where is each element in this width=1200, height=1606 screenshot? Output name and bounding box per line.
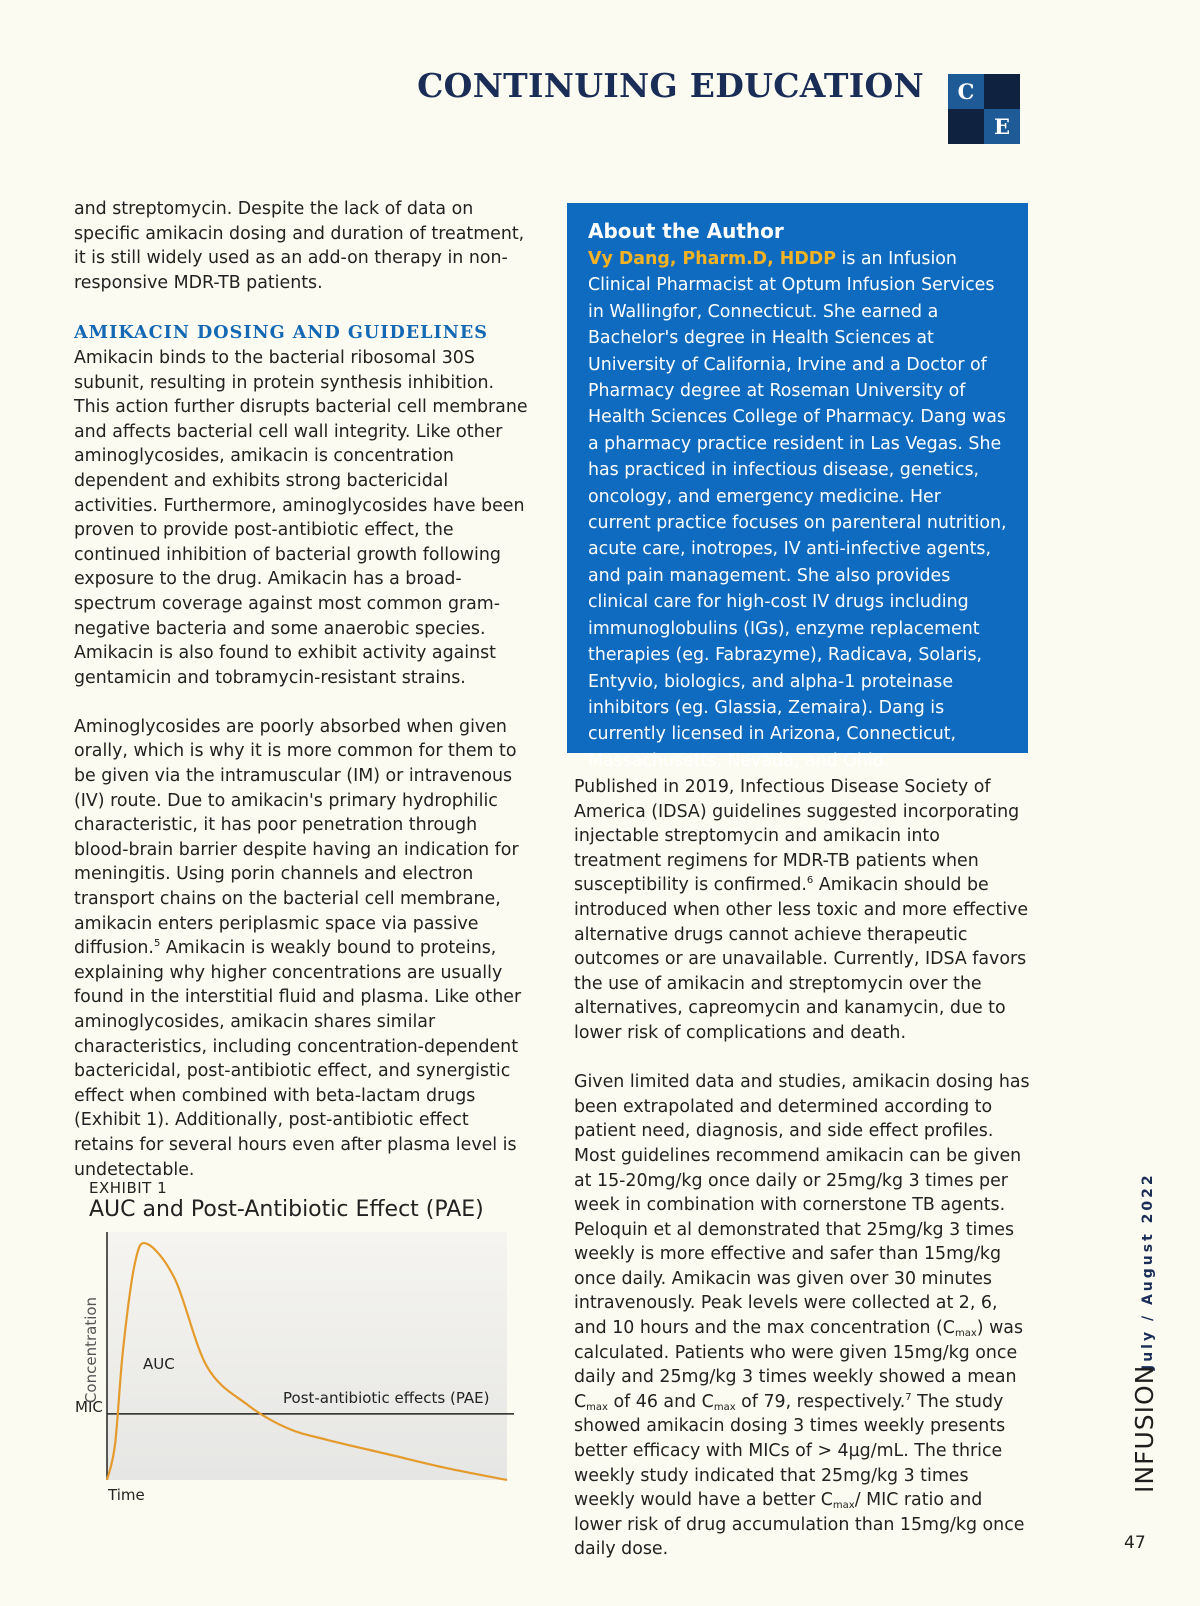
ce-logo <box>948 74 1020 144</box>
y-axis-label: Concentration <box>82 1296 100 1404</box>
logo-letter-e: E <box>993 114 1010 139</box>
reference-7: 7 <box>905 1391 912 1403</box>
issue-date: July / August 2022 <box>1140 1172 1156 1370</box>
pae-label: Post-antibiotic effects (PAE) <box>283 1388 490 1407</box>
auc-label: AUC <box>143 1354 175 1373</box>
right-column <box>574 775 1032 1587</box>
logo-letter-c: C <box>957 79 975 104</box>
x-axis-label: Time <box>108 1486 145 1504</box>
exhibit-title: AUC and Post-Antibiotic Effect (PAE) <box>89 1197 484 1222</box>
paragraph-idsa: Published in 2019, Infectious Disease Society of America (IDSA) guidelines suggested incorporating injectable streptomycin and amikacin into treatment regimens for MDR-TB patients when susceptibility is confirmed.$^6$ Amikacin should be introduced when other less toxic and more effective alternative drugs cannot achieve therapeutic outcomes or are unavailable. Currently, IDSA favors the use of amikacin and streptomycin over the alternatives, capreomycin and kanamycin, due to lower risk of complications and death. <box>574 777 1029 1043</box>
mic-label: MIC <box>75 1397 103 1416</box>
paragraph-dosing: Given limited data and studies, amikacin dosing has been extrapolated and determined according to patient need, diagnosis, and side effect profiles. Most guidelines recommend amikacin can be given at 15-20mg/kg once daily or 25mg/kg 3 times per week in combination with cornerstone TB agents. Peloquin et al demonstrated that 25mg/kg 3 times weekly is more effective and safer than 15mg/kg once daily. Amikacin was given over 30 minutes intravenously. Peak levels were collected at 2, 6, and 10 hours and the max concentration $(C_{max})$ was calculated. Patients who were given 15mg/kg once daily and 25mg/kg 3 times weekly showed a mean $C_{max}$ of 46 and $C_{max}$ of 79, respectively.$^7$ The study showed amikacin dosing 3 times weekly presents better efficacy with MICs of > 4µg/mL. The thrice weekly study indicated that 25mg/kg 3 times weekly would have a better $C_{max}/$ MIC ratio and lower risk of drug accumulation than 15mg/kg once daily dose. <box>574 1072 1030 1560</box>
logo-square-c <box>948 74 984 109</box>
left-column <box>74 197 534 1207</box>
exhibit-label: EXHIBIT 1 <box>89 1179 168 1197</box>
section-title: CONTINUING EDUCATION <box>417 66 924 105</box>
page-number: 47 <box>1124 1533 1146 1553</box>
paragraph-intro: and streptomycin. Despite the lack of data on specific amikacin dosing and duration of treatment, it is still widely used as an add-on therapy in non-responsive MDR-TB patients. <box>74 199 525 293</box>
logo-square-bottom-left <box>948 109 984 144</box>
about-author-box <box>567 203 1028 771</box>
author-bio: Vy Dang, Pharm.D, HDDP is an Infusion Clinical Pharmacist at Optum Infusion Services in Wallingfor, Connecticut. She earned a Bachelor's degree in Health Sciences at University of California, Irvine and a Doctor of Pharmacy degree at Roseman University of Health Sciences College of Pharmacy. Dang was a pharmacy practice resident in Las Vegas. She has practiced in infectious disease, genetics, oncology, and emergency medicine. Her current practice focuses on parenteral nutrition, acute care, inotropes, IV anti-infective agents, and pain management. She also provides clinical care for high-cost IV drugs including immunoglobulins (IGs), enzyme replacement therapies (eg. Fabrazyme), Radicava, Solaris, Entyvio, biologics, and alpha-1 proteinase inhibitors (eg. Glassia, Zemaira). Dang is currently licensed in Arizona, Connecticut, Massachusetts, Nevada, and Ohio. <box>588 249 1007 771</box>
logo-square-e <box>984 109 1020 144</box>
logo-square-top-right <box>984 74 1020 109</box>
infusion-brand-logo: INFUSION <box>1130 1364 1159 1493</box>
paragraph-mechanism: Amikacin binds to the bacterial ribosomal 30S subunit, resulting in protein synthesis inhibition. This action further disrupts bacterial cell membrane and affects bacterial cell wall integrity. Like other aminoglycosides, amikacin is concentration dependent and exhibits strong bactericidal activities. Furthermore, aminoglycosides have been proven to provide post-antibiotic effect, the continued inhibition of bacterial growth following exposure to the drug. Amikacin has a broad-spectrum coverage against most common gram-negative bacteria and some anaerobic species. Amikacin is also found to exhibit activity against gentamicin and tobramycin-resistant strains. <box>74 347 528 688</box>
pae-chart <box>70 1228 530 1508</box>
author-name: Vy Dang, Pharm.D, HDDP <box>588 249 836 269</box>
reference-5: 5 <box>153 938 161 950</box>
paragraph-absorption: Aminoglycosides are poorly absorbed when given orally, which is why it is more common for them to be given via the intramuscular (IM) or intravenous (IV) route. Due to amikacin's primary hydrophilic characteristic, it has poor penetration through blood-brain barrier despite having an indication for meningitis. Using porin channels and electron transport chains on the bacterial cell membrane, amikacin enters periplasmic space via passive diffusion.$^5$ Amikacin is weakly bound to proteins, explaining why higher concentrations are usually found in the interstitial fluid and plasma. Like other aminoglycosides, amikacin shares similar characteristics, including concentration-dependent bactericidal, post-antibiotic effect, and synergistic effect when combined with beta-lactam drugs (Exhibit 1). Additionally, post-antibiotic effect retains for several hours even after plasma level is undetectable. <box>74 716 522 1180</box>
reference-6: 6 <box>806 875 814 887</box>
author-heading: About the Author <box>588 219 784 243</box>
section-heading: AMIKACIN DOSING AND GUIDELINES <box>74 321 488 343</box>
